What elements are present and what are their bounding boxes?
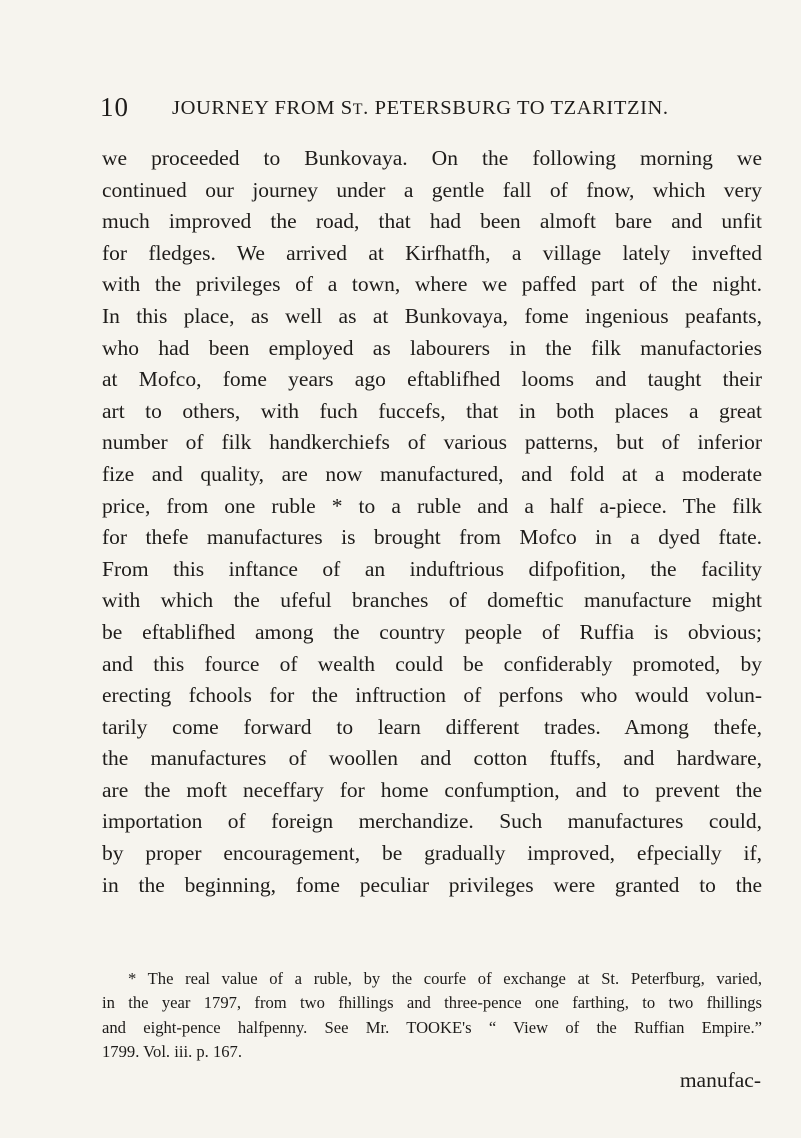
text-line: be eftablifhed among the country people of Ruffia is obvious; <box>102 619 762 644</box>
text-line: importation of foreign merchandize. Such manufactures could, <box>102 809 762 834</box>
text-line: we proceeded to Bunkovaya. On the following morning we <box>102 146 762 170</box>
running-head <box>172 97 669 120</box>
text-line: From this inftance of an induftrious difpofition, the facility <box>102 556 762 581</box>
text-line: In this place, as well as at Bunkovaya, fome ingenious peafants, <box>102 303 762 328</box>
text-line: number of filk handkerchiefs of various patterns, but of inferior <box>102 430 762 455</box>
text-line: much improved the road, that had been almoft bare and unfit <box>102 209 762 234</box>
footnote <box>102 967 762 1064</box>
text-line: with which the ufeful branches of domeftic manufacture might <box>102 588 762 613</box>
footnote-line: and eight-pence halfpenny. See Mr. TOOKE's “ View of the Ruffian Empire.” <box>102 1017 762 1037</box>
running-head-part-1: JOURNEY FROM S <box>172 97 353 119</box>
text-line: tarily come forward to learn different trades. Among thefe, <box>102 714 762 739</box>
text-line: continued our journey under a gentle fall of fnow, which very <box>102 177 762 202</box>
text-line: for fledges. We arrived at Kirfhatfh, a village lately invefted <box>102 240 762 265</box>
footnote-line: 1799. Vol. iii. p. 167. <box>102 1041 242 1061</box>
catchword: manufac- <box>679 1068 761 1092</box>
text-line: at Mofco, fome years ago eftablifhed looms and taught their <box>102 367 762 392</box>
page-number: 10 <box>100 92 129 122</box>
text-line: art to others, with fuch fuccefs, that in both places a great <box>102 398 762 423</box>
text-line: and this fource of wealth could be confiderably promoted, by <box>102 651 762 676</box>
text-line: for thefe manufactures is brought from Mofco in a dyed ftate. <box>102 525 762 550</box>
text-line: erecting fchools for the inftruction of perfons who would volun- <box>102 683 762 708</box>
running-head-small-cap: T <box>352 101 364 118</box>
running-head-part-2: . PETERSBURG TO TZARITZIN. <box>363 97 669 119</box>
footnote-line: in the year 1797, from two fhillings and three-pence one farthing, to two fhillings <box>102 993 762 1013</box>
text-line: the manufactures of woollen and cotton ftuffs, and hardware, <box>102 746 762 771</box>
body-text <box>102 143 762 901</box>
text-line: in the beginning, fome peculiar privileges were granted to the <box>102 872 762 897</box>
footnote-line: * The real value of a ruble, by the courfe of exchange at St. Peterfburg, varied, <box>128 969 762 988</box>
text-line: who had been employed as labourers in the filk manufactories <box>102 335 762 360</box>
text-line: are the moft neceffary for home confumption, and to prevent the <box>102 777 762 802</box>
text-line: by proper encouragement, be gradually improved, efpecially if, <box>102 841 762 866</box>
text-line: fize and quality, are now manufactured, and fold at a moderate <box>102 461 762 486</box>
text-line: price, from one ruble * to a ruble and a half a-piece. The filk <box>102 493 762 518</box>
text-line: with the privileges of a town, where we paffed part of the night. <box>102 272 762 297</box>
